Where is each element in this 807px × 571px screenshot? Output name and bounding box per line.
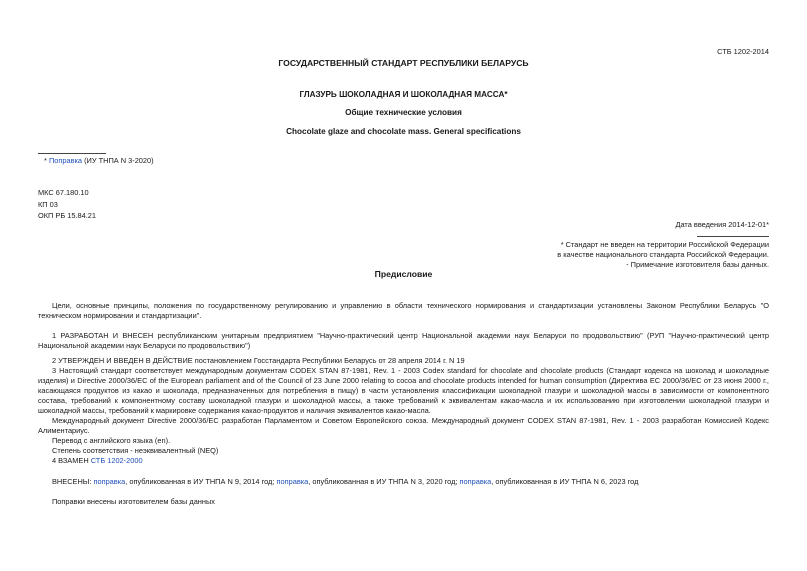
footnote-divider xyxy=(38,153,106,154)
database-note-line: * Стандарт не введен на территории Российской Федерации xyxy=(560,240,769,249)
item-translation: Перевод с английского языка (en). xyxy=(52,436,171,445)
amendment-link[interactable]: Поправка xyxy=(48,156,83,165)
section-heading: Предисловие xyxy=(374,269,433,279)
replaces-label: 4 ВЗАМЕН xyxy=(52,456,91,465)
classification-codes xyxy=(38,188,96,223)
replaced-standard-link[interactable]: СТБ 1202-2000 xyxy=(90,456,143,465)
note-divider xyxy=(697,236,769,237)
footnote-text: (ИУ ТНПА N 3-2020) xyxy=(82,156,154,165)
amendment-text-2023: , опубликованная в ИУ ТНПА N 6, 2023 год xyxy=(491,477,639,486)
preface-paragraph xyxy=(38,301,769,321)
preface-text: Цели, основные принципы, положения по государственному регулированию и управлению в области технического нормирования и стандартизации установлены Законом Республики Беларусь "О техническом нормировании и стандартизации". xyxy=(38,301,769,320)
final-note xyxy=(38,497,769,507)
item-replaces xyxy=(38,456,769,466)
preface-items xyxy=(38,331,769,466)
database-note-line: - Примечание изготовителя базы данных. xyxy=(626,260,769,269)
english-title: Chocolate glaze and chocolate mass. General specifications xyxy=(286,127,521,136)
amendment-text-2020: , опубликованная в ИУ ТНПА N 3, 2020 год; xyxy=(308,477,460,486)
item-conformity-degree: Степень соответствия - неэквивалентный (NEQ) xyxy=(52,446,219,455)
database-note-line: в качестве национального стандарта Российской Федерации. xyxy=(557,250,769,259)
footnote-star: * xyxy=(44,156,49,165)
code-okp: ОКП РБ 15.84.21 xyxy=(38,211,97,220)
document-subtitle: Общие технические условия xyxy=(345,108,462,117)
introduction-date: Дата введения 2014-12-01* xyxy=(675,220,769,229)
database-note xyxy=(557,240,769,270)
amendments-label: ВНЕСЕНЫ: xyxy=(52,477,94,486)
code-kp: КП 03 xyxy=(38,199,58,209)
amendment-link-2020[interactable]: поправка xyxy=(276,477,309,486)
amendment-link-2023[interactable]: поправка xyxy=(459,477,492,486)
final-note-text: Поправки внесены изготовителем базы данных xyxy=(52,497,215,506)
item-approved: 2 УТВЕРЖДЕН И ВВЕДЕН В ДЕЙСТВИЕ постановлением Госстандарта Республики Беларусь от 28 апреля 2014 г. N 19 xyxy=(52,356,465,365)
code-mks: МКС 67.180.10 xyxy=(38,188,89,197)
item-conformity: 3 Настоящий стандарт соответствует международным документам CODEX STAN 87-1981, Rev. 1 - 2003 Codex standard for chocolate and chocolate products (Стандарт кодекса на шоколад и шоколадные изделия) и Directive 2000/36/EC of the European parliament and of the Council of 23 June 2000 relating to cocoa and chocolate products intended for human consumption (Директива ЕС 2000/36/ЕС от 23 июня 2000 г., касающаяся продуктов из какао и шоколада, предназначенных для потребления в пищу) в части установления классификации шоколадной глазури и шоколадной массы в зависимости от компонентного состава, требований к компонентному составу шоколадной глазури и шоколадной массы, а также требований к эквивалентам какао-масла и их использованию при изготовлении шоколадной глазури и шоколадной массы, требований к маркировке содержания какао-продуктов и наличия эквивалентов какао-масла. xyxy=(38,366,769,415)
title-footnote xyxy=(44,156,154,166)
product-title: ГЛАЗУРЬ ШОКОЛАДНАЯ И ШОКОЛАДНАЯ МАССА* xyxy=(299,90,508,99)
amendments-line xyxy=(38,477,769,487)
amendment-link-2014[interactable]: поправка xyxy=(93,477,126,486)
page-title: ГОСУДАРСТВЕННЫЙ СТАНДАРТ РЕСПУБЛИКИ БЕЛАРУСЬ xyxy=(278,58,529,68)
item-international-docs: Международный документ Directive 2000/36/EC разработан Парламентом и Советом Европейского союза. Международный документ CODEX STAN 87-1981, Rev. 1 - 2003 разработан Комиссией Кодекс Алиментариус. xyxy=(38,416,769,435)
document-code: СТБ 1202-2014 xyxy=(717,47,769,56)
item-developed-by: 1 РАЗРАБОТАН И ВНЕСЕН республиканским унитарным предприятием "Научно-практический центр Национальной академии наук Беларуси по продовольствию" (РУП "Научно-практический центр Национальной академии наук Беларуси по продовольствию") xyxy=(38,331,769,350)
amendment-text-2014: , опубликованная в ИУ ТНПА N 9, 2014 год; xyxy=(125,477,277,486)
